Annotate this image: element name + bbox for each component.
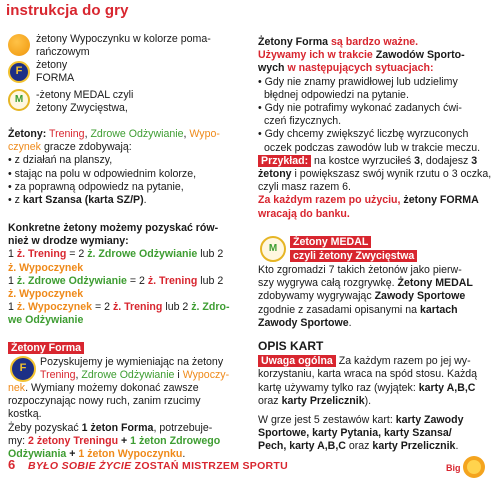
- medal-description: [258, 264, 494, 330]
- cards-p2-line2: Sportowe, karty Pytania, karty Szansa/: [258, 427, 452, 440]
- medal-tag-2: czyli żetony Zwycięstwa: [290, 250, 417, 262]
- token-forma-line2: FORMA: [36, 72, 75, 85]
- medal-line4: zgodnie z zasadami opisanymi na kartach: [258, 303, 458, 316]
- forma-rules-bullet-1a: • Gdy nie znamy prawidłowej lub udzielimy: [258, 76, 494, 89]
- footer: [0, 454, 500, 482]
- forma-p1-line4: rozpoczynając nowy ruch, zanim rzucimy: [8, 395, 201, 408]
- token-row-wypoczynek: [8, 30, 242, 58]
- forma-p1-line5: kostką.: [8, 408, 42, 421]
- forma-rules-line1: Używamy ich w trakcie Zawodów Sporto-: [258, 49, 465, 62]
- forma-p2-line1: Żeby pozyskać 1 żeton Forma, potrzebuje-: [8, 421, 213, 434]
- exchange-line-2: ż. Wypoczynek: [8, 261, 84, 274]
- token-orange-line2: rańczowym: [36, 46, 90, 59]
- medal-tags: [290, 236, 490, 263]
- forma-rules-heading: Żetony Forma są bardzo ważne.: [258, 36, 419, 48]
- exchange-line-6: we Odżywianie: [8, 314, 84, 327]
- forma-p1-line2: Trening, Zdrowe Odżywianie i Wypoczy-: [40, 369, 230, 382]
- forma-p2-line3: Odżywiania + 1 żeton Wypoczynku.: [8, 448, 186, 461]
- forma-rules-line2: wych w następujących sytuacjach:: [258, 62, 434, 75]
- medal-line3: zdobywamy wygrywając Zawody Sportowe: [258, 290, 466, 303]
- exchange-line-5: 1 ż. Wypoczynek = 2 ż. Trening lub 2 ż. Zdro-: [8, 301, 230, 314]
- token-orange-line1: żetony Wypoczynku w kolorze poma-: [36, 33, 211, 45]
- token-row-medal: [8, 86, 242, 116]
- token-forma-line1: żetony: [36, 59, 68, 71]
- forma-rules-bullet-2a: • Gdy nie potrafimy wykonać zadanych ćwi-: [258, 102, 494, 115]
- gathering-bullet-4: • z kart Szansa (karta SZ/P).: [8, 194, 147, 207]
- forma-rules: [258, 36, 494, 221]
- cards-note-tag: Uwaga ogólna: [258, 355, 336, 367]
- forma-desc-top: [40, 356, 245, 382]
- return-line2: wracają do banku.: [258, 207, 350, 220]
- brand-logo-icon: [444, 454, 490, 480]
- forma-rules-bullet-2b: czeń fizycznych.: [264, 115, 342, 128]
- gathering-bullet-1: • z działań na planszy,: [8, 154, 242, 167]
- example-line1: Przykład: na kostce wyrzuciłeś 3, dodajesz 3: [258, 155, 494, 168]
- cards-section: [258, 340, 494, 454]
- forma-desc-bottom: [8, 382, 242, 461]
- cards-p1-line3: kartę używamy tylko raz (wyjątek: karty A,B,C: [258, 381, 476, 394]
- medal-token-icon: M: [8, 89, 30, 111]
- footer-title: BYŁO SOBIE ŻYCIE ZOSTAŃ MISTRZEM SPORTU: [28, 460, 289, 472]
- page-number: 6: [8, 457, 16, 472]
- medal-tag-1: Żetony MEDAL: [290, 236, 371, 248]
- page-title: instrukcja do gry: [6, 2, 129, 19]
- forma-p2-line2: my: 2 żetony Treningu + 1 żeton Zdrowego: [8, 434, 221, 447]
- cards-p2-line1: W grze jest 5 zestawów kart: karty Zawody: [258, 414, 464, 427]
- cards-heading: OPIS KART: [258, 339, 324, 353]
- gathering-section: Żetony: Trening, Zdrowe Odżywianie, Wypo- czynek gracze zdobywają: • z działań na planszy, • stając na polu w odpowiednim kolorze, • za poprawną odpowiedz na pytanie, • z kart Szansa (karta SZ/P).: [8, 128, 242, 207]
- exchange-section: [8, 222, 242, 328]
- forma-section: [8, 342, 242, 355]
- gathering-wypo1: Wypo-: [189, 128, 220, 140]
- token-medal-line1: -żetony MEDAL czyli: [36, 89, 134, 101]
- forma-section-icon: F: [10, 356, 36, 382]
- medal-section-icon: M: [260, 236, 286, 262]
- forma-rules-bullet-1b: błędnej odpowiedzi na pytanie.: [264, 88, 409, 101]
- gathering-zdrowe: Zdrowe Odżywianie: [90, 128, 184, 140]
- exchange-line-1: 1 ż. Trening = 2 ż. Zdrowe Odżywianie lub 2: [8, 248, 224, 261]
- exchange-heading-2: nież w drodze wymiany:: [8, 235, 129, 248]
- cards-p1-line2: korzystaniu, karta wraca na spód stosu. Każdą: [258, 368, 478, 381]
- forma-p1-line1: Pozyskujemy je wymieniając na żetony: [40, 356, 224, 368]
- exchange-heading-1: Konkretne żetony możemy pozyskać rów-: [8, 222, 219, 234]
- token-legend: [8, 30, 242, 116]
- gathering-bullet-2: • stając na polu w odpowiednim kolorze,: [8, 168, 242, 181]
- medal-line2: szy wygrywa całą rozgrywkę. Żetony MEDAL: [258, 277, 473, 290]
- medal-line5: Zawody Sportowe.: [258, 316, 352, 329]
- cards-p1-line1: Uwaga ogólna Za każdym razem po jej wy-: [258, 355, 494, 368]
- cards-p1-line4: oraz karty Przelicznik).: [258, 394, 372, 407]
- forma-rules-bullet-3a: • Gdy chcemy zwiększyć liczbę wyrzuconych: [258, 128, 494, 141]
- brand-logo: [444, 454, 490, 480]
- medal-line1: Kto zgromadzi 7 takich żetonów jako pierw-: [258, 264, 462, 276]
- token-row-forma: [8, 58, 242, 86]
- forma-rules-bullet-3b: oczek podczas zawodów lub w trakcie meczu.: [264, 141, 481, 154]
- gathering-wypo2: czynek: [8, 141, 41, 154]
- orange-token-icon: [8, 34, 30, 56]
- example-line3: czyli masz razem 6.: [258, 181, 352, 194]
- gathering-label: Żetony:: [8, 128, 47, 140]
- cards-p2-line3: Pech, karty A,B,C oraz karty Przelicznik.: [258, 440, 459, 453]
- forma-p1-line3: nek. Wymiany możemy dokonać zawsze: [8, 382, 199, 394]
- forma-tag: Żetony Forma: [8, 342, 84, 354]
- gathering-rest: gracze zdobywają:: [43, 141, 132, 154]
- example-line2: żetony i powiększasz swój wynik rzutu o 3 oczka,: [258, 168, 492, 181]
- gathering-trening: Trening: [49, 128, 85, 140]
- svg-text:Big: Big: [446, 463, 461, 473]
- forma-token-icon: F: [8, 61, 30, 83]
- gathering-bullet-3: • za poprawną odpowiedz na pytanie,: [8, 181, 242, 194]
- example-tag: Przykład:: [258, 155, 311, 167]
- return-line1: Za każdym razem po użyciu, żetony FORMA: [258, 194, 479, 207]
- exchange-line-3: 1 ż. Zdrowe Odżywianie = 2 ż. Trening lub 2: [8, 274, 224, 287]
- token-medal-line2: żetony Zwycięstwa,: [36, 102, 128, 115]
- exchange-line-4: ż. Wypoczynek: [8, 288, 84, 301]
